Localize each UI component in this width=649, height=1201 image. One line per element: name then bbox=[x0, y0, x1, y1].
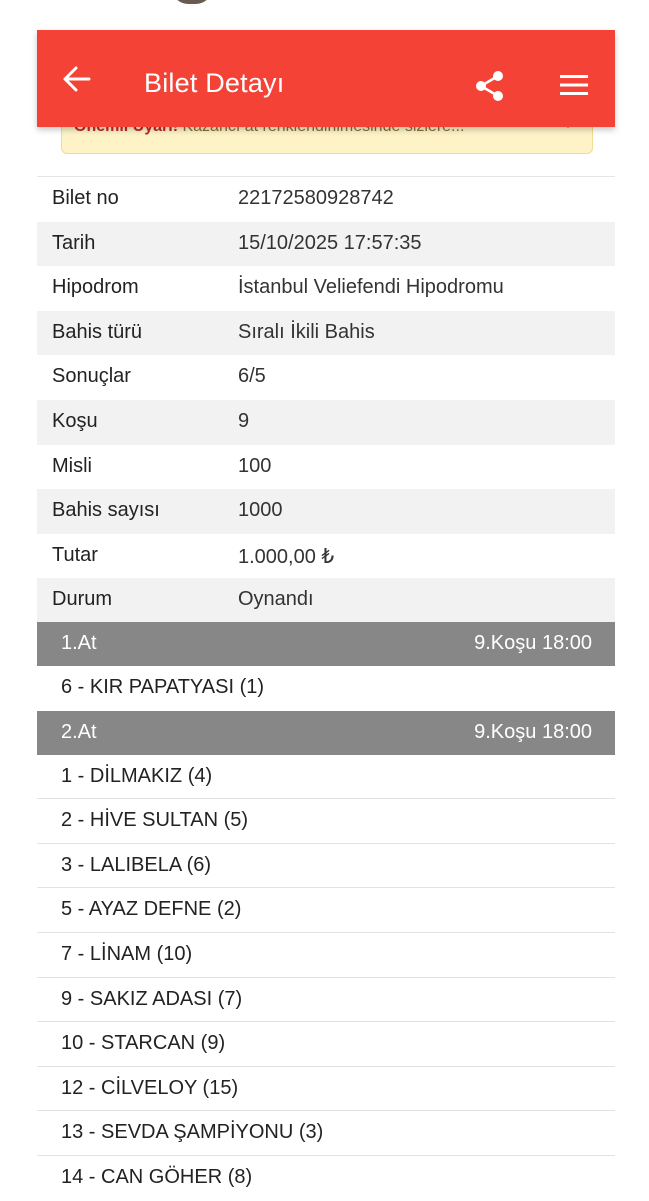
detail-key: Durum bbox=[52, 588, 113, 611]
detail-row-bet-type bbox=[37, 311, 615, 356]
arrow-left-icon bbox=[63, 66, 91, 92]
detail-row-results bbox=[37, 355, 615, 400]
group-race: 9.Koşu 18:00 bbox=[474, 720, 592, 743]
menu-button[interactable] bbox=[559, 74, 589, 96]
list-item bbox=[37, 755, 615, 800]
detail-value: Oynandı bbox=[238, 588, 314, 611]
detail-value: 6/5 bbox=[238, 365, 266, 388]
detail-value: 1000 bbox=[238, 499, 283, 522]
menu-icon bbox=[559, 74, 589, 96]
list-item bbox=[37, 1111, 615, 1156]
horse-selections bbox=[37, 622, 615, 1201]
detail-row-amount bbox=[37, 534, 615, 579]
horse-name: 2 - HİVE SULTAN (5) bbox=[61, 809, 249, 832]
list-item bbox=[37, 978, 615, 1023]
detail-value: Sıralı İkili Bahis bbox=[238, 320, 375, 343]
detail-row-date bbox=[37, 222, 615, 267]
detail-key: Tarih bbox=[52, 231, 96, 254]
detail-key: Bilet no bbox=[52, 187, 119, 209]
horse-name: 12 - CİLVELOY (15) bbox=[61, 1076, 239, 1099]
detail-row-multiplier bbox=[37, 445, 615, 490]
detail-value: 15/10/2025 17:57:35 bbox=[238, 231, 422, 254]
horse-name: 9 - SAKIZ ADASI (7) bbox=[61, 987, 243, 1010]
list-item bbox=[37, 1022, 615, 1067]
group-label: 1.At bbox=[61, 632, 97, 654]
detail-key: Koşu bbox=[52, 409, 98, 432]
horse-name: 7 - LİNAM (10) bbox=[61, 942, 193, 965]
detail-value: 1.000,00 ₺ bbox=[238, 545, 335, 568]
share-button[interactable] bbox=[475, 70, 505, 102]
list-item bbox=[37, 933, 615, 978]
list-item bbox=[37, 888, 615, 933]
detail-key: Bahis türü bbox=[52, 320, 143, 343]
horse-name: 14 - CAN GÖHER (8) bbox=[61, 1165, 253, 1188]
detail-key: Misli bbox=[52, 454, 92, 477]
detail-key: Bahis sayısı bbox=[52, 499, 160, 522]
detail-row-ticket-no bbox=[37, 177, 615, 222]
list-item bbox=[37, 1156, 615, 1201]
group-race: 9.Koşu 18:00 bbox=[474, 632, 592, 654]
share-icon bbox=[475, 70, 505, 102]
list-item bbox=[37, 666, 615, 711]
horse-name: 13 - SEVDA ŞAMPİYONU (3) bbox=[61, 1121, 324, 1144]
back-button[interactable] bbox=[63, 66, 91, 92]
group-header-first-horse bbox=[37, 622, 615, 666]
page-title: Bilet Detayı bbox=[144, 68, 285, 98]
detail-key: Hipodrom bbox=[52, 276, 139, 299]
horse-name: 10 - STARCAN (9) bbox=[61, 1032, 226, 1055]
detail-row-status bbox=[37, 578, 615, 623]
list-item bbox=[37, 844, 615, 889]
app-bar bbox=[37, 30, 615, 127]
horse-name: 3 - LALIBELA (6) bbox=[61, 853, 212, 876]
detail-value: İstanbul Veliefendi Hipodromu bbox=[238, 276, 504, 299]
status-area bbox=[0, 0, 649, 30]
horse-name: 1 - DİLMAKIZ (4) bbox=[61, 764, 213, 787]
group-label: 2.At bbox=[61, 720, 97, 743]
detail-row-race bbox=[37, 400, 615, 445]
horse-name: 5 - AYAZ DEFNE (2) bbox=[61, 898, 242, 921]
list-item bbox=[37, 1067, 615, 1112]
detail-key: Tutar bbox=[52, 543, 98, 566]
group-header-second-horse bbox=[37, 711, 615, 755]
detail-value: 100 bbox=[238, 454, 272, 477]
list-item bbox=[37, 799, 615, 844]
detail-row-bet-count bbox=[37, 489, 615, 534]
detail-key: Sonuçlar bbox=[52, 365, 131, 388]
detail-value: 9 bbox=[238, 409, 250, 432]
horse-name: 6 - KIR PAPATYASI (1) bbox=[61, 676, 265, 698]
detail-row-hippodrome bbox=[37, 266, 615, 311]
detail-value: 22172580928742 bbox=[238, 187, 394, 209]
ticket-details bbox=[37, 177, 615, 623]
avatar bbox=[172, 0, 212, 4]
